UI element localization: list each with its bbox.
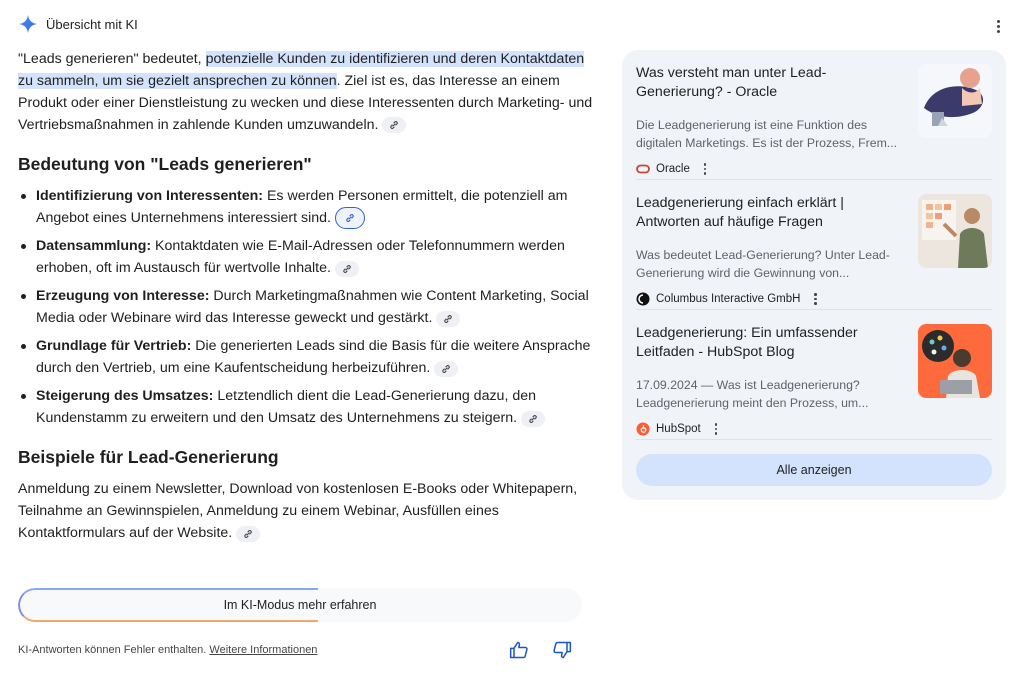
more-info-link[interactable]: Weitere Informationen	[209, 644, 318, 656]
ai-overview-body	[18, 48, 598, 544]
source-card[interactable]	[636, 194, 992, 310]
citation-link-icon[interactable]	[236, 526, 260, 542]
list-item: Identifizierung von Interessenten: Es werden Personen ermittelt, die potenziell am Angebot eines Unternehmens interessiert sind.	[18, 185, 598, 229]
source-snippet: 17.09.2024 — Was ist Leadgenerierung? Leadgenerierung meint den Prozess, um...	[636, 378, 869, 410]
source-snippet: Was bedeutet Lead-Generierung? Unter Lead-Generierung wird die Gewinnung von...	[636, 248, 890, 280]
section-heading-examples: Beispiele für Lead-Generierung	[18, 447, 279, 468]
citation-link-icon[interactable]	[436, 311, 460, 327]
show-all-button[interactable]: Alle anzeigen	[636, 454, 992, 486]
list-item: Datensammlung: Kontaktdaten wie E-Mail-Adressen oder Telefonnummern werden erhoben, oft im Austausch für wertvolle Inhalte.	[18, 235, 598, 279]
divider	[636, 309, 992, 310]
intro-paragraph: "Leads generieren" bedeutet, potenzielle Kunden zu identifizieren und deren Kontaktdaten zu sammeln, um sie gezielt ansprechen zu können. Ziel ist es, das Interesse an einem Produkt oder einer Dienstleistung zu wecken und diese Interessenten durch Marketing- und Vertriebsmaßnahmen in zahlende Kunden umzuwandeln.	[18, 51, 593, 133]
ai-mode-button[interactable]: Im KI-Modus mehr erfahren	[18, 588, 582, 622]
ai-overview-title: Übersicht mit KI	[46, 16, 138, 32]
source-attribution	[636, 162, 710, 176]
more-vert-icon[interactable]	[711, 422, 721, 436]
source-attribution	[636, 422, 721, 436]
source-thumbnail[interactable]	[918, 64, 992, 138]
citation-link-icon[interactable]	[335, 261, 359, 277]
divider	[636, 439, 992, 440]
source-name: Oracle	[656, 163, 690, 175]
citation-link-icon[interactable]	[335, 207, 365, 229]
list-item: Steigerung des Umsatzes: Letztendlich dient die Lead-Generierung dazu, den Kundenstamm zu erweitern und den Umsatz des Unternehmens zu steigern.	[18, 385, 598, 429]
columbus-logo-icon	[636, 292, 650, 306]
section-heading-meaning: Bedeutung von "Leads generieren"	[18, 154, 312, 174]
oracle-logo-icon	[636, 162, 650, 176]
hubspot-logo-icon	[636, 422, 650, 436]
thumbs-up-icon[interactable]	[509, 640, 531, 662]
source-title[interactable]: Leadgenerierung einfach erklärt | Antworten auf häufige Fragen	[636, 195, 844, 230]
citation-link-icon[interactable]	[521, 411, 545, 427]
more-vert-icon[interactable]	[810, 292, 820, 306]
source-card[interactable]	[636, 324, 992, 440]
source-name: Columbus Interactive GmbH	[656, 293, 801, 305]
examples-paragraph: Anmeldung zu einem Newsletter, Download von kostenlosen E-Books oder Whitepapern, Teilnahme an Gewinnspielen, Anmeldung zu einem Webinar, Ausfüllen eines Kontaktformulars auf der Website.	[18, 481, 578, 542]
divider	[636, 179, 992, 180]
sources-panel	[622, 50, 1006, 500]
ai-overview-header	[18, 14, 138, 34]
source-name: HubSpot	[656, 423, 701, 435]
list-item: Grundlage für Vertrieb: Die generierten Leads sind die Basis für die weitere Ansprache durch den Vertrieb, um eine Kaufentscheidung herbeizuführen.	[18, 335, 598, 379]
source-title[interactable]: Leadgenerierung: Ein umfassender Leitfaden - HubSpot Blog	[636, 325, 858, 360]
disclaimer: KI-Antworten können Fehler enthalten. Weitere Informationen	[18, 644, 318, 656]
more-vert-icon[interactable]	[700, 162, 710, 176]
citation-link-icon[interactable]	[382, 117, 406, 133]
source-snippet: Die Leadgenerierung ist eine Funktion des digitalen Marketings. Es ist der Prozess, Frem...	[636, 118, 898, 150]
more-vert-icon[interactable]	[990, 16, 1006, 36]
source-thumbnail[interactable]	[918, 324, 992, 398]
thumbs-down-icon[interactable]	[552, 640, 574, 662]
meaning-list	[18, 185, 598, 429]
source-thumbnail[interactable]	[918, 194, 992, 268]
highlighted-text: potenzielle Kunden zu identifizieren und deren Kontaktdaten zu sammeln, um sie gezielt ansprechen zu können	[18, 51, 585, 89]
list-item: Erzeugung von Interesse: Durch Marketingmaßnahmen wie Content Marketing, Social Media oder Webinare wird das Interesse geweckt und gestärkt.	[18, 285, 598, 329]
source-attribution	[636, 292, 820, 306]
source-title[interactable]: Was versteht man unter Lead-Generierung? - Oracle	[636, 65, 827, 100]
citation-link-icon[interactable]	[434, 361, 458, 377]
sparkle-icon	[18, 14, 38, 34]
source-card[interactable]	[636, 64, 992, 180]
